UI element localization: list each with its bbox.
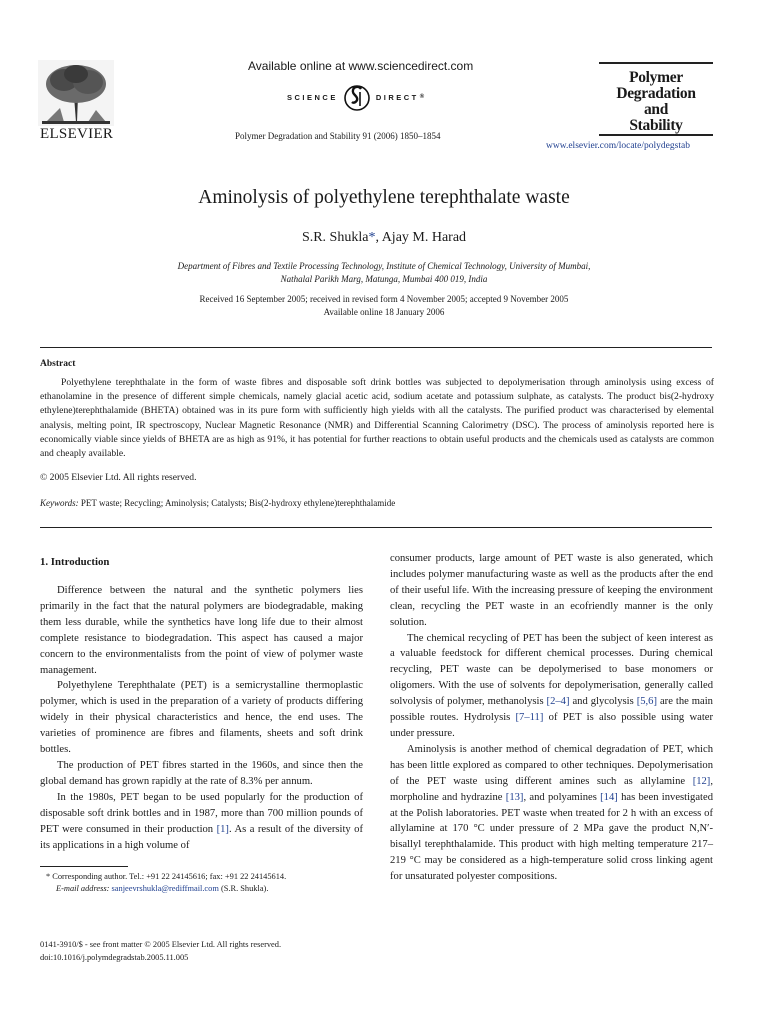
footnote: [40, 871, 370, 895]
journal-url-link[interactable]: www.elsevier.com/locate/polydegstab: [546, 141, 690, 151]
abstract-text: Polyethylene terephthalate in the form of waste fibres and disposable soft drink bottles was subjected to depolymerisation through aminolysis using excess of ethanolamine in the presence of different simple chemicals, namely glacial acetic acid, sodium acetate and potassium sulphate, as catalysts. The product bis(2-hydroxy ethylene)terephthalamide (BHETA) obtained was in its pure form with sufficiently high yields with all the catalysts. The purified product was characterised by elemental analysis, melting point, IR spectroscopy, Nuclear Magnetic Resonance (NMR) and Differential Scanning Calorimetry (DSC). The process of aminolysis reported here is economically viable since yields of BHETA are as high as 91%, it has potential for further reactions to obtain useful products and the chemicals used as catalysts are common and cheaply available.: [40, 377, 714, 460]
keywords-label: Keywords:: [40, 498, 79, 508]
text-run: are the main possible routes. Hydrolysis: [390, 696, 713, 724]
corresponding-author-link[interactable]: *: [368, 230, 376, 245]
paragraph: Difference between the natural and the synthetic polymers lies primarily in the fact that the natural polymers are biodegradable, making them less durable, while the synthetics have long life due to their almost complete resistance to biodegradation. This aspect has caused a major concern to the environmentalists from the point of view of polymer waste management.: [40, 585, 363, 676]
text-run: has been investigated at the Polish laboratories. PET waste when treated for 2 h with an excess of allylamine at 170 °C under pressure of 2 MPa gave the product N,N′-bisallyl terephthalamide. This product with high melting temperature 217–219 °C may be considered as a high-temperature solid cross linking agent for unsaturated polyester compositions.: [390, 791, 713, 883]
affiliation-line: Nathalal Parikh Marg, Matunga, Mumbai 400 019, India: [280, 274, 488, 284]
available-date: Available online 18 January 2006: [323, 307, 445, 317]
text-run: of PET is also possible using water under pressure.: [390, 712, 713, 739]
text-run: Aminolysis is another method of chemical degradation of PET, which has been little explored as compared to other techniques. Depolymerisation of the PET waste using different amines such as allylamine: [390, 743, 713, 787]
divider: [40, 347, 712, 348]
sciencedirect-logo: [287, 82, 424, 112]
journal-title-line: Stability: [629, 117, 683, 134]
footnote-rule: [40, 866, 128, 867]
article-title: Aminolysis of polyethylene terephthalate waste: [198, 187, 570, 208]
sd-left: SCIENCE: [287, 92, 338, 102]
email-link[interactable]: sanjeevrshukla@rediffmail.com: [111, 884, 219, 893]
email-suffix: (S.R. Shukla).: [218, 884, 269, 893]
author-name: S.R. Shukla: [301, 230, 369, 245]
publisher-name: ELSEVIER: [40, 126, 114, 142]
keywords-list: PET waste; Recycling; Aminolysis; Catalysts; Bis(2-hydroxy ethylene)terephthalamide: [80, 498, 396, 508]
paragraph: consumer products, large amount of PET waste is also generated, which includes polymer manufacturing waste as well as the products after the end of their useful life. With the increasing pressure of keeping the environment clean, recycling the PET waste in an ecofriendly manner is the only solution.: [390, 553, 713, 628]
reference-link[interactable]: [2–4]: [546, 696, 570, 708]
sd-mark: ®: [419, 94, 425, 100]
corresponding-note: * Corresponding author. Tel.: +91 22 24145616; fax: +91 22 24145614.: [46, 872, 287, 881]
keywords: [40, 498, 395, 508]
paragraph: [40, 790, 363, 854]
text-run: , and polyamines: [523, 791, 601, 803]
authors: [0, 230, 768, 246]
right-column: [390, 551, 713, 885]
article-identifiers: [40, 939, 281, 964]
email-note: [40, 883, 370, 895]
reference-link[interactable]: [7–11]: [515, 712, 544, 724]
article-dates: [120, 293, 648, 319]
text-run: and glycolysis: [569, 696, 637, 708]
abstract-heading: Abstract: [40, 359, 76, 369]
text-run: In the 1980s, PET began to be used popularly for the production of disposable soft drink bottles and in 1987, more than 700 million pounds of PET were consumed in their production: [40, 791, 363, 835]
reference-link[interactable]: [1]: [216, 823, 229, 835]
sciencedirect-at-icon: [342, 82, 372, 112]
reference-link[interactable]: [14]: [600, 791, 618, 803]
affiliation: [120, 260, 648, 286]
author-separator: ,: [375, 230, 382, 245]
text-run: . As a result of the diversity of its applications in a high volume of: [40, 823, 363, 851]
issn-line: 0141-3910/$ - see front matter © 2005 Elsevier Ltd. All rights reserved.: [40, 940, 282, 949]
paragraph: [390, 631, 713, 742]
text-run: , morpholine and hydrazine: [390, 775, 713, 803]
paragraph: The production of PET fibres started in the 1960s, and since then the global demand has grown rapidly at the rate of 8.3% per annum.: [40, 759, 363, 787]
reference-link[interactable]: [13]: [505, 791, 524, 803]
available-online: Available online at www.sciencedirect.com: [248, 59, 474, 73]
section-heading: 1. Introduction: [40, 556, 110, 568]
received-dates: Received 16 September 2005; received in revised form 4 November 2005; accepted 9 November 2005: [199, 294, 569, 304]
reference-link[interactable]: [5,6]: [636, 696, 657, 708]
journal-title-line: and: [643, 101, 669, 118]
divider: [40, 527, 712, 528]
elsevier-tree-icon: [38, 60, 114, 126]
affiliation-line: Department of Fibres and Textile Processing Technology, Institute of Chemical Technology, University of Mumbai,: [177, 261, 591, 271]
paragraph: [390, 742, 713, 885]
author-name: Ajay M. Harad: [381, 230, 467, 245]
reference-link[interactable]: [12]: [692, 775, 711, 787]
email-label: E-mail address:: [56, 884, 110, 893]
doi-line: doi:10.1016/j.polymdegradstab.2005.11.005: [40, 952, 189, 962]
journal-title-line: Degradation: [616, 85, 696, 102]
sd-right: DIRECT: [375, 92, 419, 102]
abstract-body: [40, 376, 714, 461]
paragraph: Polyethylene Terephthalate (PET) is a semicrystalline thermoplastic polymer, which is used in the preparation of a variety of products differing widely in their physical characteristics and hence, the end uses. The varieties of prominence are fibres and filaments, sheets and soft drink bottles.: [40, 680, 363, 756]
journal-title-rule: [599, 134, 713, 136]
journal-title-box: [599, 62, 713, 134]
journal-title-line: Polymer: [629, 69, 683, 86]
journal-citation: Polymer Degradation and Stability 91 (2006) 1850–1854: [235, 131, 441, 141]
abstract-copyright: © 2005 Elsevier Ltd. All rights reserved.: [40, 472, 197, 483]
left-column: [40, 583, 363, 853]
text-run: The chemical recycling of PET has been the subject of keen interest as a valuable feedstock for different chemical processes. During chemical recycling, PET waste can be depolymerised to base monomers or oligomers. With the use of solvents for depolymerisation, generally called solvolysis of polymer, methanolysis: [390, 632, 713, 708]
